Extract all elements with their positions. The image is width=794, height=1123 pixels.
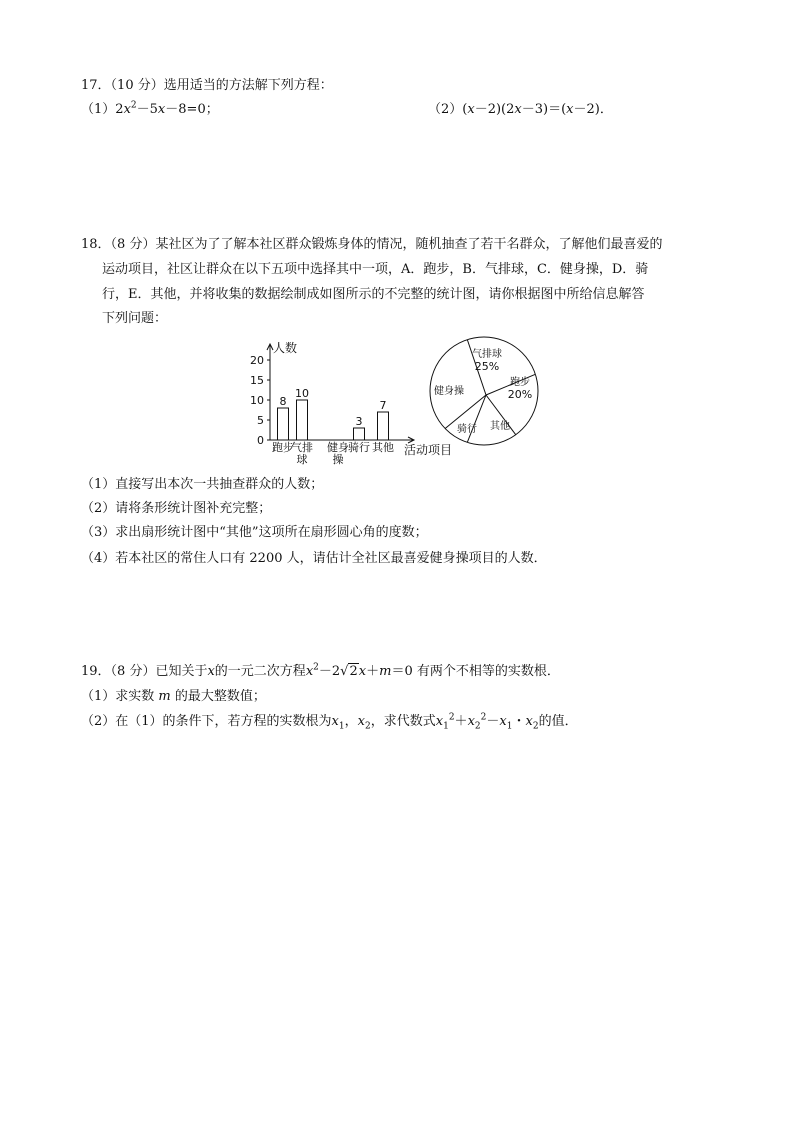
x-axis-label: 活动项目: [404, 443, 453, 457]
x-tick-label: 健身: [327, 441, 349, 454]
bar-气排球: [297, 400, 308, 440]
bar-跑步: [278, 408, 289, 440]
q18-sub2: （2）请将条形统计图补充完整；: [81, 501, 272, 516]
y-tick-label: 20: [250, 354, 264, 367]
pie-percent-label: 25%: [474, 360, 500, 373]
q19-heading: 19．（8 分）已知关于x的一元二次方程$x^2-2√2x+m=0$ 有两个不相等的实数根．: [81, 662, 560, 682]
q18-line1: 18．（8 分）某社区为了了解本社区群众锻炼身体的情况，随机抽查了若干名群众，了解他们最喜爱的: [81, 237, 663, 252]
pie-label: 其他: [490, 421, 510, 432]
bar-value-label: 10: [295, 387, 309, 400]
q19-sub2: （2）在（1）的条件下，若方程的实数根为$x_1$，$x_2$，求代数式$x_1^2+x_2^2-x_1$・$x_2$的值．: [81, 712, 578, 732]
y-tick-label: 0: [257, 434, 264, 447]
q18-line2: 运动项目，社区让群众在以下五项中选择其中一项，A．跑步，B．气排球，C．健身操，D．骑: [102, 262, 649, 277]
bar-value-label: 7: [379, 399, 387, 412]
q18-line3: 行，E．其他，并将收集的数据绘制成如图所示的不完整的统计图，请你根据图中所给信息解答: [102, 287, 645, 302]
q17-part2: （2）(x－2)(2x－3)＝(x－2)．: [428, 102, 613, 117]
y-tick-label: 5: [257, 414, 264, 427]
q18-line4: 下列问题：: [102, 311, 168, 326]
pie-label: 气排球: [472, 349, 502, 360]
x-tick-label: 气排: [291, 441, 313, 454]
q17-part1: $(1)2x^2-5x-8=0$；: [81, 100, 219, 117]
y-axis-label: 人数: [273, 341, 298, 355]
bar-value-label: 3: [355, 415, 363, 428]
x-tick-label: 操: [332, 453, 344, 466]
pie-label: 跑步: [510, 377, 530, 388]
bar-骑行: [354, 428, 365, 440]
q18-sub1: （1）直接写出本次一共抽查群众的人数；: [81, 477, 324, 492]
x-tick-label: 球: [296, 453, 308, 466]
q17-part2-end: ．: [599, 102, 613, 117]
pie-label: 健身操: [434, 386, 464, 397]
x-tick-label: 骑行: [348, 441, 370, 454]
pie-percent-label: 20%: [507, 388, 533, 401]
x-tick-label: 跑步: [272, 441, 294, 454]
pie-chart: [426, 335, 542, 447]
q17-part1-end: =0；: [186, 102, 219, 117]
y-tick-label: 10: [250, 394, 264, 407]
x-tick-label: 其他: [372, 441, 394, 454]
bar-其他: [378, 412, 389, 440]
q17-part1-label: （1）: [81, 102, 116, 117]
pie-label: 骑行: [457, 424, 477, 435]
y-tick-label: 15: [250, 374, 264, 387]
bar-value-label: 8: [279, 395, 287, 408]
sqrt-two: √2: [340, 664, 358, 679]
q19-sub1: （1）求实数 m 的最大整数值；: [81, 689, 266, 704]
q18-sub3: （3）求出扇形统计图中“其他”这项所在扇形圆心角的度数；: [81, 525, 428, 540]
q18-sub4: （4）若本社区的常住人口有 2200 人，请估计全社区最喜爱健身操项目的人数．: [81, 551, 547, 566]
q17-part2-label: （2）: [428, 102, 463, 117]
q17-heading: 17．（10 分）选用适当的方法解下列方程：: [81, 78, 333, 93]
